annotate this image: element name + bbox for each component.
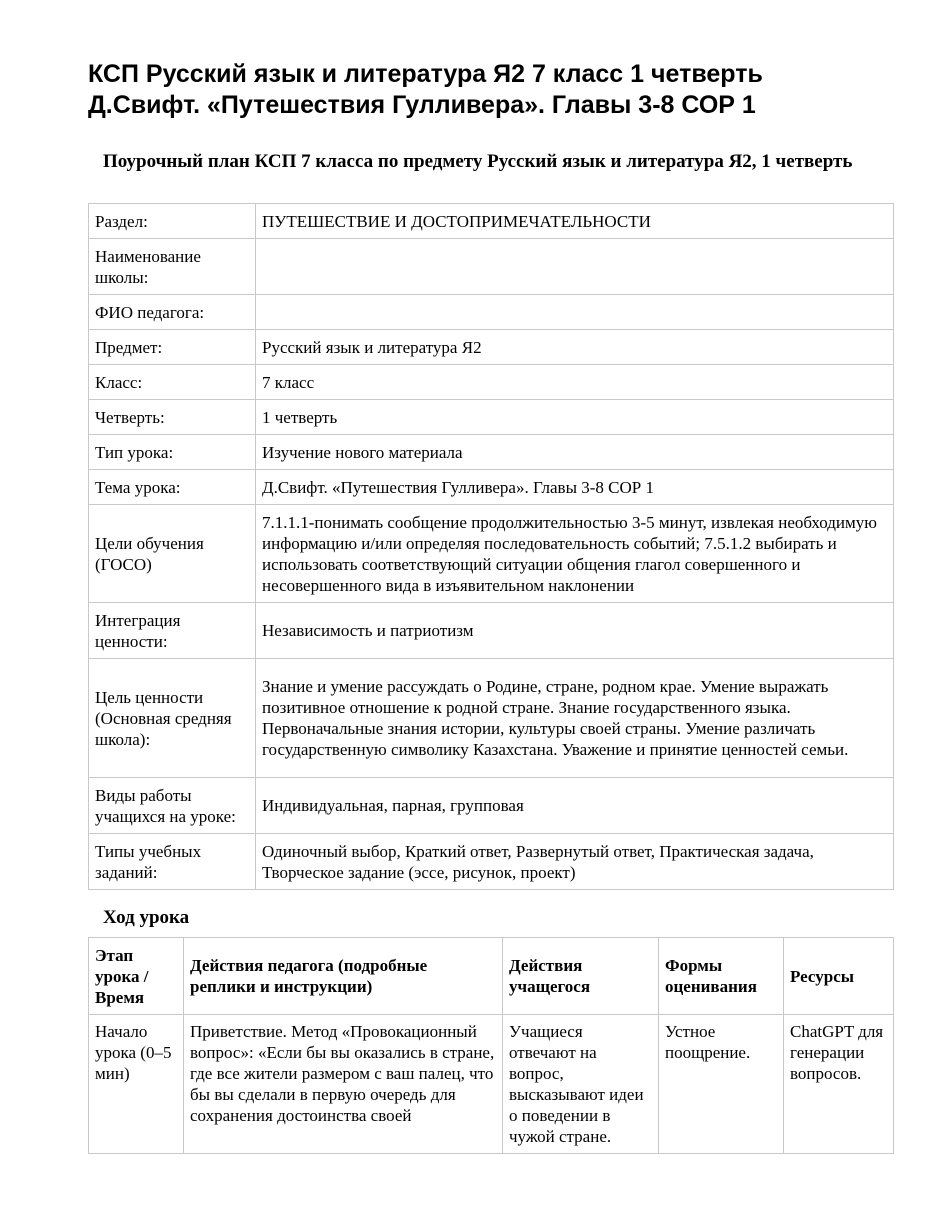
plan-row-quarter [89, 400, 894, 435]
plan-row-task-types [89, 834, 894, 890]
plan-row-school [89, 239, 894, 295]
plan-value: 7.1.1.1-понимать сообщение продолжительностью 3-5 минут, извлекая необходимую информацию и/или определяя последовательность событий; 7.5.1.2 выбирать и использовать соответствующий ситуации общения глагол совершенного и несовершенного вида в изъявительном наклонении [256, 505, 894, 603]
plan-value: Индивидуальная, парная, групповая [256, 778, 894, 834]
plan-label: ФИО педагога: [89, 295, 256, 330]
plan-value: 1 четверть [256, 400, 894, 435]
column-header-student: Действия учащегося [503, 938, 659, 1015]
plan-row-work-types [89, 778, 894, 834]
plan-row-subject [89, 330, 894, 365]
plan-row-value-goal [89, 659, 894, 778]
column-header-teacher: Действия педагога (подробные реплики и инструкции) [184, 938, 503, 1015]
plan-label: Тема урока: [89, 470, 256, 505]
column-header-resources: Ресурсы [784, 938, 894, 1015]
column-header-stage: Этап урока / Время [89, 938, 184, 1015]
lesson-student-actions: Учащиеся отвечают на вопрос, высказывают идеи о поведении в чужой стране. [503, 1015, 659, 1154]
plan-row-value-integration [89, 603, 894, 659]
plan-label: Виды работы учащихся на уроке: [89, 778, 256, 834]
plan-table [88, 203, 894, 890]
plan-row-topic [89, 470, 894, 505]
column-header-assessment: Формы оценивания [659, 938, 784, 1015]
plan-label: Класс: [89, 365, 256, 400]
plan-value: Одиночный выбор, Краткий ответ, Развернутый ответ, Практическая задача, Творческое задание (эссе, рисунок, проект) [256, 834, 894, 890]
plan-value [256, 239, 894, 295]
lesson-header-row [89, 938, 894, 1015]
lesson-assessment: Устное поощрение. [659, 1015, 784, 1154]
plan-row-grade [89, 365, 894, 400]
plan-label: Тип урока: [89, 435, 256, 470]
plan-label: Предмет: [89, 330, 256, 365]
plan-label: Раздел: [89, 204, 256, 239]
plan-row-teacher [89, 295, 894, 330]
lesson-teacher-actions: Приветствие. Метод «Провокационный вопрос»: «Если бы вы оказались в стране, где все жители размером с ваш палец, что бы вы сделали в первую очередь для сохранения достоинства своей [184, 1015, 503, 1154]
plan-label: Цель ценности (Основная средняя школа): [89, 659, 256, 778]
document-title-line1: КСП Русский язык и литература Я2 7 класс 1 четверть [88, 60, 763, 88]
plan-row-section [89, 204, 894, 239]
document-title [88, 59, 888, 121]
lesson-resources: ChatGPT для генерации вопросов. [784, 1015, 894, 1154]
lesson-table [88, 937, 894, 1154]
plan-value: ПУТЕШЕСТВИЕ И ДОСТОПРИМЕЧАТЕЛЬНОСТИ [256, 204, 894, 239]
plan-value: Независимость и патриотизм [256, 603, 894, 659]
plan-label: Интеграция ценности: [89, 603, 256, 659]
plan-label: Наименование школы: [89, 239, 256, 295]
plan-value [256, 295, 894, 330]
plan-value: 7 класс [256, 365, 894, 400]
plan-row-learning-goals [89, 505, 894, 603]
lesson-stage: Начало урока (0–5 мин) [89, 1015, 184, 1154]
table-row [89, 1015, 894, 1154]
plan-label: Четверть: [89, 400, 256, 435]
plan-row-lesson-type [89, 435, 894, 470]
plan-value: Русский язык и литература Я2 [256, 330, 894, 365]
lesson-heading: Ход урока [103, 907, 190, 928]
plan-heading: Поурочный план КСП 7 класса по предмету Русский язык и литература Я2, 1 четверть [103, 151, 853, 172]
document-title-line2: Д.Свифт. «Путешествия Гулливера». Главы 3-8 СОР 1 [88, 91, 756, 119]
plan-label: Цели обучения (ГОСО) [89, 505, 256, 603]
plan-value: Изучение нового материала [256, 435, 894, 470]
plan-value: Знание и умение рассуждать о Родине, стране, родном крае. Умение выражать позитивное отношение к родной стране. Знание государственного языка. Первоначальные знания истории, культуры своей страны. Умение различать государственную символику Казахстана. Уважение и принятие ценностей семьи. [256, 659, 894, 778]
plan-value: Д.Свифт. «Путешествия Гулливера». Главы 3-8 СОР 1 [256, 470, 894, 505]
plan-label: Типы учебных заданий: [89, 834, 256, 890]
